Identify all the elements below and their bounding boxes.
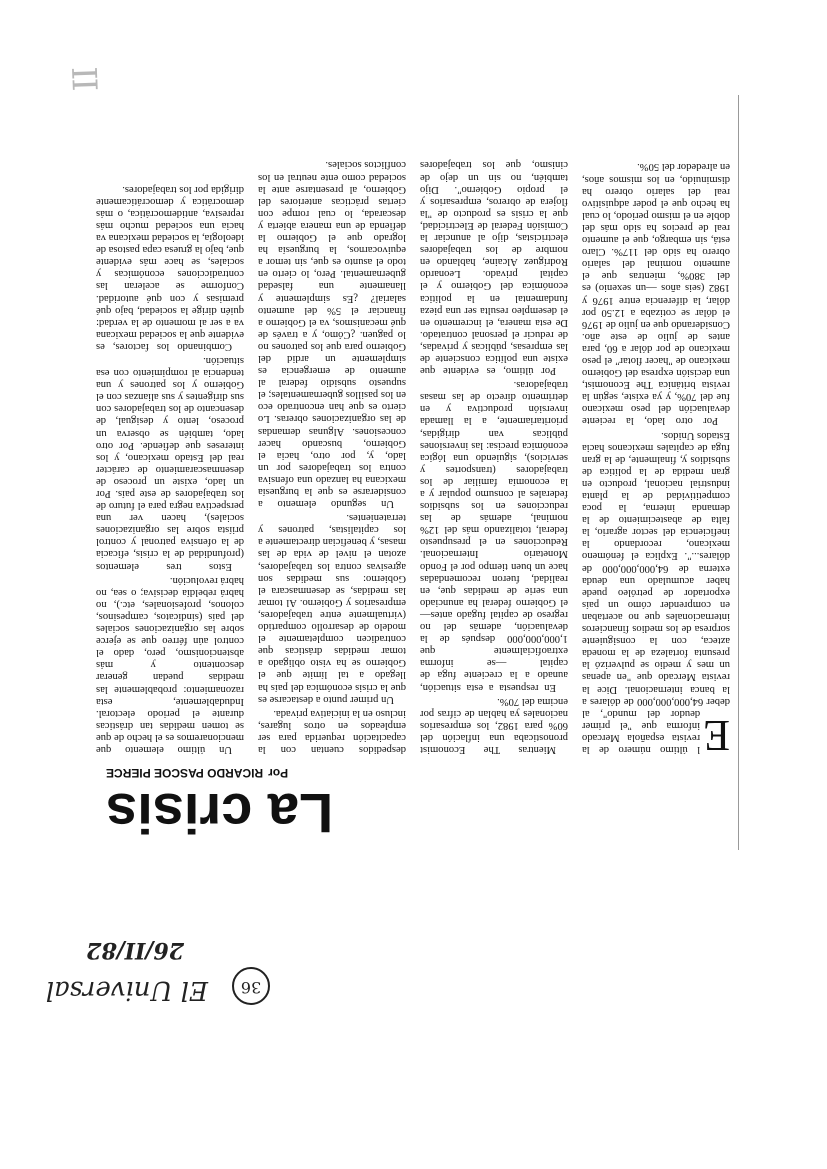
handwritten-number: 36 [232,967,270,1005]
paragraph: En respuesta a esta situación, aunado a la creciente fuga de capital —se informa extraoficialmente que 1,000,000,000 después de la devaluación, además del no regreso de capital fugado antes— el Gobierno federal ha anunciado una serie de medidas que, en realidad, fueron recomendadas hace un buen tiempo por el Fondo Monetario Internacional. Reducciones en el presupuesto federal, totalizando más del 12% nominal, además de las reducciones en los subsidios federales al consumo popular y a la economía familiar de los trabajadores (transportes y servicios), siguiendo una lógica económica precisa: las inversiones públicas van dirigidas, prioritariamente, a la llamada inversión productiva y en detrimento directo de las masas trabajadoras. [420,379,568,693]
author-name: RICARDO PASCOE PIERCE [106,766,264,780]
article-byline [106,766,406,780]
paragraph: Por otro lado, la reciente devaluación del peso mexicano fue del 70%, y ya existe, según la revista británica The Economist, una decisión expresa del Gobierno mexicano de "hacer flotar" el peso mexicano de por dólar a 60, para antes de julio de este año. Considerando que en julio de 1976 el dólar se cotizaba a 12.50 por dólar, la diferencia entre 1976 y 1982 (seis años —un sexenio) es del 380%, mientras que el aumento nominal del salario obrero ha sido del 117%. Claro está, sin embargo, que el aumento real de precios ha sido más del doble en el mismo periodo, lo cual ha hecho que el poder adquisitivo real del salario obrero ha disminuido, en los mismos años, en alrededor del 50%. [582,161,730,427]
page-mark: II [63,65,104,91]
paragraph: Mientras The Economist pronosticaba una inflación del 60% para 1982, los empresarios nacionales ya hablan de cifras por encima del 70%. [420,695,568,755]
paragraph: Por último, es evidente que existe una política consciente de las empresas, públicas y privadas, de reducir el personal contratado. De esta manera, el incremento en el desempleo resulta ser una pieza fundamental en la política económica del Gobierno y el capital privado. Leonardo Rodríguez Alcaine, hablando en nombre de los trabajadores electricistas, dijo al anunciar la Comisión Federal de Electricidad, que la crisis es producto de "la flojera de obreros, empresarios y el propio Gobierno". Dijo también, no sin un dejo de cinismo, que los trabajadores despedidos cuentan con la capacitación requerida para ser empleados en otros lugares, incluso en la iniciativa privada. [258,159,568,755]
article-title: La crisis [106,782,334,845]
paragraph: Estos tres elementos (profundidad de la crisis, eficacia de la ofensiva patronal y control priísta sobre las organizaciones sociales), hacen ver una perspectiva negra para el futuro de los trabajadores de este país. Por un lado, existe un proceso de desenmascaramiento de carácter real del Estado mexicano, y los intereses que defiende. Por otro lado, también se observa un proceso, lento y desigual, de desencanto de los trabajadores con sus dirigentes y sus alianzas con el Gobierno y los patrones y una tendencia al rompimiento con esa situación. [96,355,244,572]
paragraph: Un primer punto a destacarse es que la crisis económica del país ha llegado a tal límite que el Gobierno se ha visto obligado a tomar medidas drásticas que contradicen completamente el modelo de desarrollo compartido (virtualmente entre trabajadores, empresarios y Gobierno. Al tomar las medidas, se desenmascara el Gobierno: sus medidas son agresivas contra los trabajadores, azotan el nivel de vida de las masas, y benefician directamente a los capitalistas, patrones y terratenientes. [258,512,406,705]
newspaper-clipping [88,95,739,850]
drop-cap: E [703,711,730,760]
paragraph: Un segundo elemento a considerarse es que la burguesía mexicana ha lanzado una ofensiva contra los trabajadores por un lado, y, por otro, hacia el Gobierno, buscando hacer concesiones. Algunas demandas de las organizaciones obreras. Lo cierto es que han encontrado eco en los pasillos gubernamentales; el supuesto subsidio federal al aumento de emergencia es simplemente un ardid del Gobierno para que los patrones no lo paguen. ¿Cómo, y a través de qué mecanismos, va el Gobierno a financiar el 5% del aumento salarial? ¿Es simplemente y llanamente una falsedad gubernamental. Pero, lo cierto en todo el asunto es que, sin temor a equivocarnos, la burguesía ha logrado que el Gobierno la defienda de una manera abierta y descarada, lo cual rompe con ciertas prácticas anteriores del Gobierno, al presentarse ante la sociedad como ente neutral en los conflictos sociales. [258,159,406,510]
handwritten-source: El Universal [45,975,208,1005]
article-body [96,101,730,760]
paragraph: Un último elemento que mencionaremos es el hecho de que se tomen medidas tan drásticas durante el periodo electoral. Indudablemente, esta razonamiento: probablemente las medidas puedan generar descontento y más abstencionismo, pero, dado el control aún férreo que se ejerce sobre las organizaciones sociales del país (sindicatos, campesinos, colonos, profesionales, etc.), no habrá rebeldía decisiva; o sea, no habrá revolución. [96,574,244,755]
paragraph: E l último número de la revista española Mercado informa que "el primer deudor del mundo", al deber 64,000,000,000 de dólares a la banca internacional. Dice la revista Mercado que "en apenas un mes y medio se pulverizó la presunta fortaleza de la moneda azteca, con la consiguiente sorpresa de los medios financieros internacionales que no acertaban en comprender cómo un país exportador de petróleo puede haber acumulado una deuda externa de 64,000,000,000 de dólares...". Explica el fenómeno mexicano, recordando la ineficiencia del sector agrario, la falta de abastecimiento de la demanda interna, la poca competitividad de la planta industrial nacional, producto en gran medida de la política de subsidios y, finalmente, de la gran fuga de capitales mexicanos hacia Estados Unidos. [582,429,730,760]
byline-prefix: Por [268,766,289,780]
handwritten-annotation [40,855,270,1015]
paragraph: Combinando los factores, es evidente que la sociedad mexicana va a ser al momento de la verdad: quién dirige la sociedad, bajo qué premisas y con qué autoridad. Conforme se aceleran las contradicciones económicas y sociales, se hace más evidente que, bajo la gruesa capa pastosa de ideología, la sociedad mexicana va hacia una sociedad mucho más represiva, antidemocrática, o más democrática y democráticamente dirigida por los trabajadores. [96,183,244,352]
handwritten-date: 26/II/82 [86,937,184,963]
